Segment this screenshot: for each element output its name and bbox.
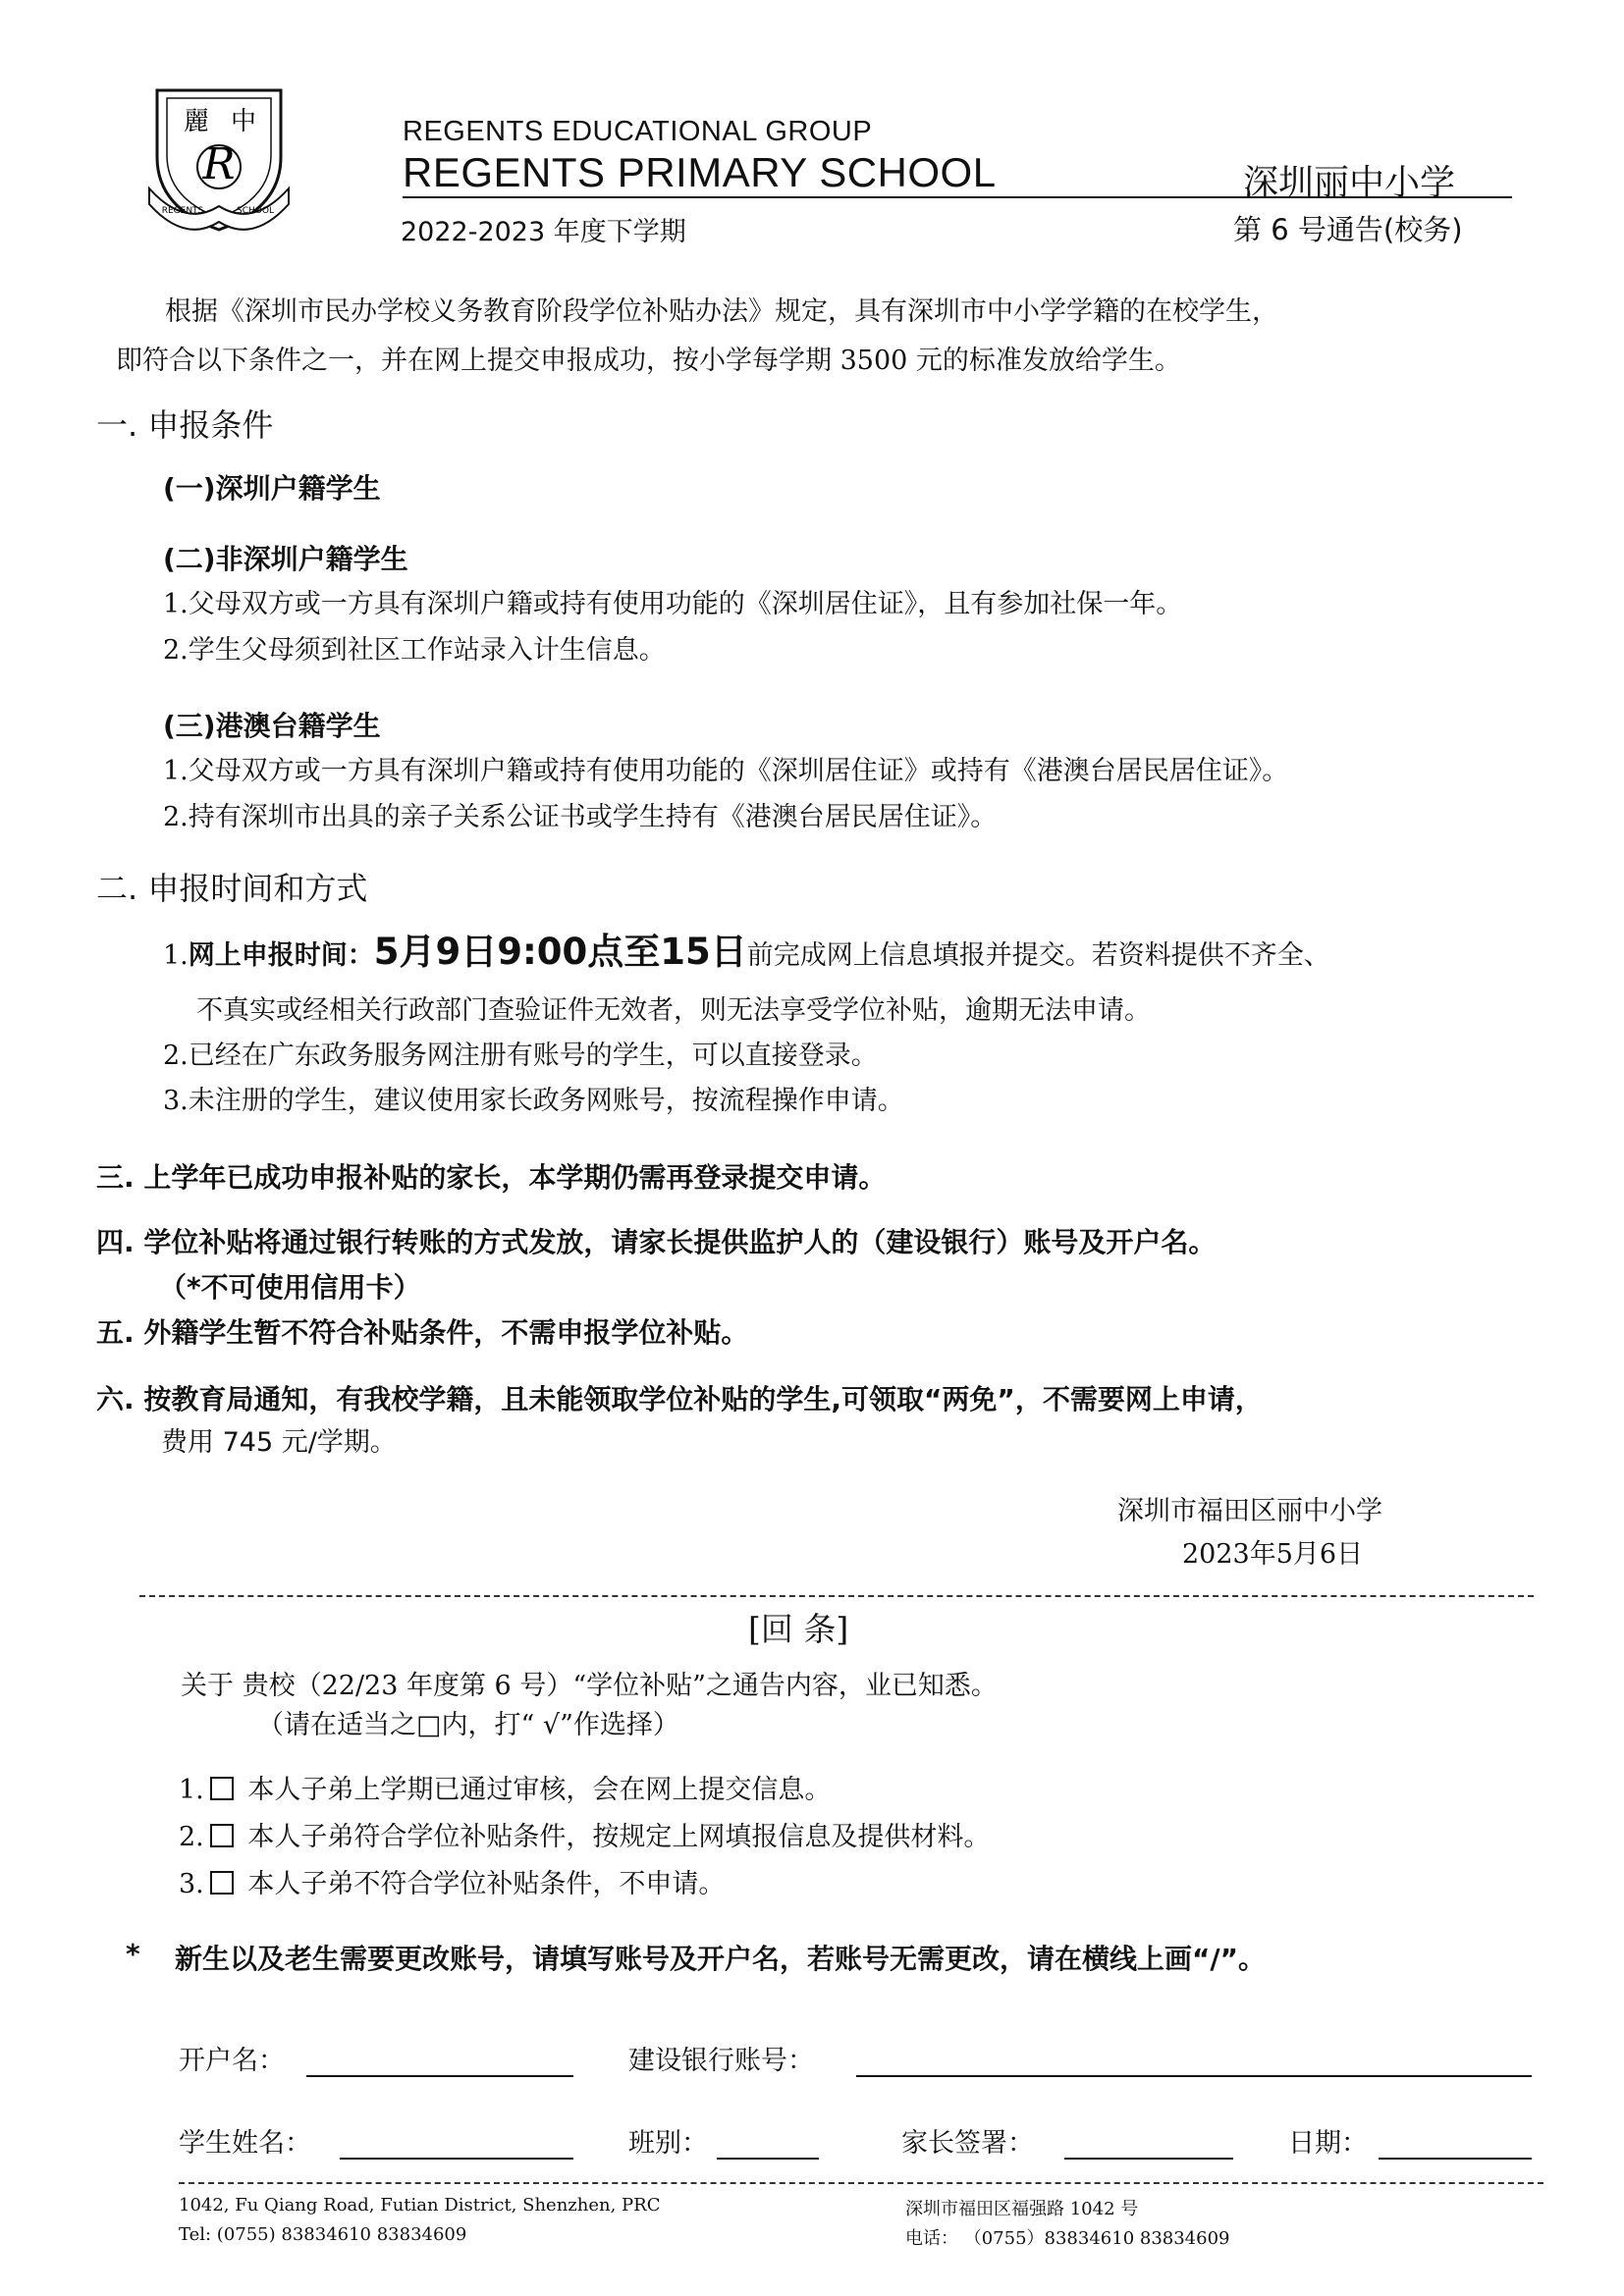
- student-name-label: 学生姓名：: [179, 2128, 311, 2159]
- footer-divider: [179, 2182, 1543, 2184]
- reply-option-2[interactable]: [179, 1820, 990, 1854]
- svg-text:REGENTS: REGENTS: [161, 206, 204, 216]
- item-number: 1.: [163, 940, 189, 971]
- option-number: 1.: [179, 1775, 204, 1805]
- section-2-title: 二. 申报时间和方式: [96, 870, 368, 907]
- section-4-line-2: （*不可使用信用卡）: [159, 1271, 421, 1304]
- section-1-sub-2-item-2: 2.学生父母须到社区工作站录入计生信息。: [163, 635, 666, 666]
- section-2-item-3: 3.未注册的学生，建议使用家长政务网账号，按流程操作申请。: [163, 1086, 904, 1116]
- account-name-label: 开户名：: [179, 2046, 285, 2076]
- option-text: 本人子弟不符合学位补贴条件，不申请。: [247, 1869, 726, 1899]
- apply-time-rest: 前完成网上信息填报并提交。若资料提供不齐全、: [746, 940, 1330, 971]
- option-text: 本人子弟符合学位补贴条件，按规定上网填报信息及提供材料。: [247, 1822, 991, 1852]
- class-field[interactable]: [717, 2158, 819, 2160]
- footer-address-cn: 深圳市福田区福强路 1042 号: [905, 2199, 1139, 2219]
- section-2-item-1-cont: 不真实或经相关行政部门查验证件无效者，则无法享受学位补贴，逾期无法申请。: [196, 995, 1151, 1026]
- footer-tel-cn: 电话： （0755）83834610 83834609: [905, 2228, 1230, 2249]
- reply-about: 关于 贵校（22/23 年度第 6 号）“学位补贴”之通告内容，业已知悉。: [181, 1671, 998, 1701]
- section-5: 五. 外籍学生暂不符合补贴条件，不需申报学位补贴。: [96, 1316, 749, 1349]
- section-1-sub-2: (二)非深圳户籍学生: [163, 543, 408, 575]
- checkbox[interactable]: [210, 1824, 234, 1847]
- notice-number: 第 6 号通告(校务): [1233, 213, 1463, 246]
- section-3: 三. 上学年已成功申报补贴的家长，本学期仍需再登录提交申请。: [96, 1161, 887, 1194]
- reply-title: [回 条]: [748, 1610, 849, 1648]
- date-label: 日期：: [1288, 2128, 1368, 2159]
- cut-line: [139, 1595, 1534, 1597]
- header-rule: [403, 196, 1512, 198]
- section-1-sub-3-item-2: 2.持有深圳市出具的亲子关系公证书或学生持有《港澳台居民居住证》。: [163, 802, 998, 832]
- section-2-item-2: 2.已经在广东政务服务网注册有账号的学生，可以直接登录。: [163, 1041, 878, 1071]
- apply-time-date: 5月9日9:00点至15日: [373, 931, 747, 973]
- reply-instruction: （请在适当之□内，打“ √”作选择）: [257, 1710, 679, 1740]
- term-label: 2022-2023 年度下学期: [401, 217, 686, 247]
- checkbox[interactable]: [210, 1777, 234, 1800]
- school-name-cn: 深圳丽中小学: [1243, 163, 1456, 203]
- parent-sign-field[interactable]: [1064, 2158, 1233, 2160]
- signature-date: 2023年5月6日: [1182, 1539, 1364, 1570]
- svg-text:中: 中: [230, 107, 257, 136]
- note-star: *: [126, 1938, 140, 1970]
- svg-text:R: R: [202, 139, 236, 189]
- school-name: REGENTS PRIMARY SCHOOL: [403, 149, 997, 195]
- class-label: 班别：: [628, 2128, 708, 2159]
- intro-line-2: 即符合以下条件之一，并在网上提交申报成功，按小学每学期 3500 元的标准发放给学生。: [116, 346, 1181, 376]
- checkbox[interactable]: [210, 1871, 234, 1895]
- section-1-sub-3-item-1: 1.父母双方或一方具有深圳户籍或持有使用功能的《深圳居住证》或持有《港澳台居民居住证》。: [163, 756, 1289, 786]
- section-6-line-2: 费用 745 元/学期。: [161, 1427, 397, 1458]
- reply-option-3[interactable]: [179, 1867, 725, 1901]
- footer-address-en: 1042, Fu Qiang Road, Futian District, Shenzhen, PRC: [179, 2195, 661, 2216]
- account-name-field[interactable]: [306, 2075, 573, 2077]
- signature-org: 深圳市福田区丽中小学: [1117, 1496, 1382, 1526]
- student-name-field[interactable]: [340, 2158, 573, 2160]
- section-4-line-1: 四. 学位补贴将通过银行转账的方式发放，请家长提供监护人的（建设银行）账号及开户名。: [96, 1226, 1217, 1258]
- reply-option-1[interactable]: [179, 1773, 831, 1807]
- svg-text:麗: 麗: [183, 107, 210, 136]
- bank-account-field[interactable]: [856, 2075, 1532, 2077]
- section-1-title: 一. 申报条件: [96, 406, 274, 444]
- section-1-sub-2-item-1: 1.父母双方或一方具有深圳户籍或持有使用功能的《深圳居住证》，且有参加社保一年。: [163, 589, 1183, 619]
- date-field[interactable]: [1379, 2158, 1532, 2160]
- bank-account-label: 建设银行账号：: [628, 2046, 814, 2076]
- intro-line-1: 根据《深圳市民办学校义务教育阶段学位补贴办法》规定，具有深圳市中小学学籍的在校学生，: [165, 296, 1278, 327]
- section-1-sub-3: (三)港澳台籍学生: [163, 710, 381, 742]
- apply-time-label: 网上申报时间：: [188, 940, 374, 971]
- footer-tel-en: Tel: (0755) 83834610 83834609: [179, 2224, 467, 2245]
- option-number: 3.: [179, 1869, 204, 1899]
- school-logo: [145, 80, 293, 238]
- parent-sign-label: 家长签署：: [901, 2128, 1034, 2159]
- reply-note: 新生以及老生需要更改账号，请填写账号及开户名，若账号无需更改，请在横线上画“/”。: [175, 1943, 1267, 1975]
- svg-text:SCHOOL: SCHOOL: [237, 206, 274, 216]
- group-name: REGENTS EDUCATIONAL GROUP: [403, 116, 873, 147]
- option-number: 2.: [179, 1822, 204, 1852]
- section-1-sub-1: (一)深圳户籍学生: [163, 472, 381, 505]
- section-2-item-1: [163, 929, 1330, 976]
- section-6-line-1: 六. 按教育局通知，有我校学籍，且未能领取学位补贴的学生,可领取“两免”，不需要网上申请，: [96, 1383, 1263, 1415]
- option-text: 本人子弟上学期已通过审核，会在网上提交信息。: [247, 1775, 832, 1805]
